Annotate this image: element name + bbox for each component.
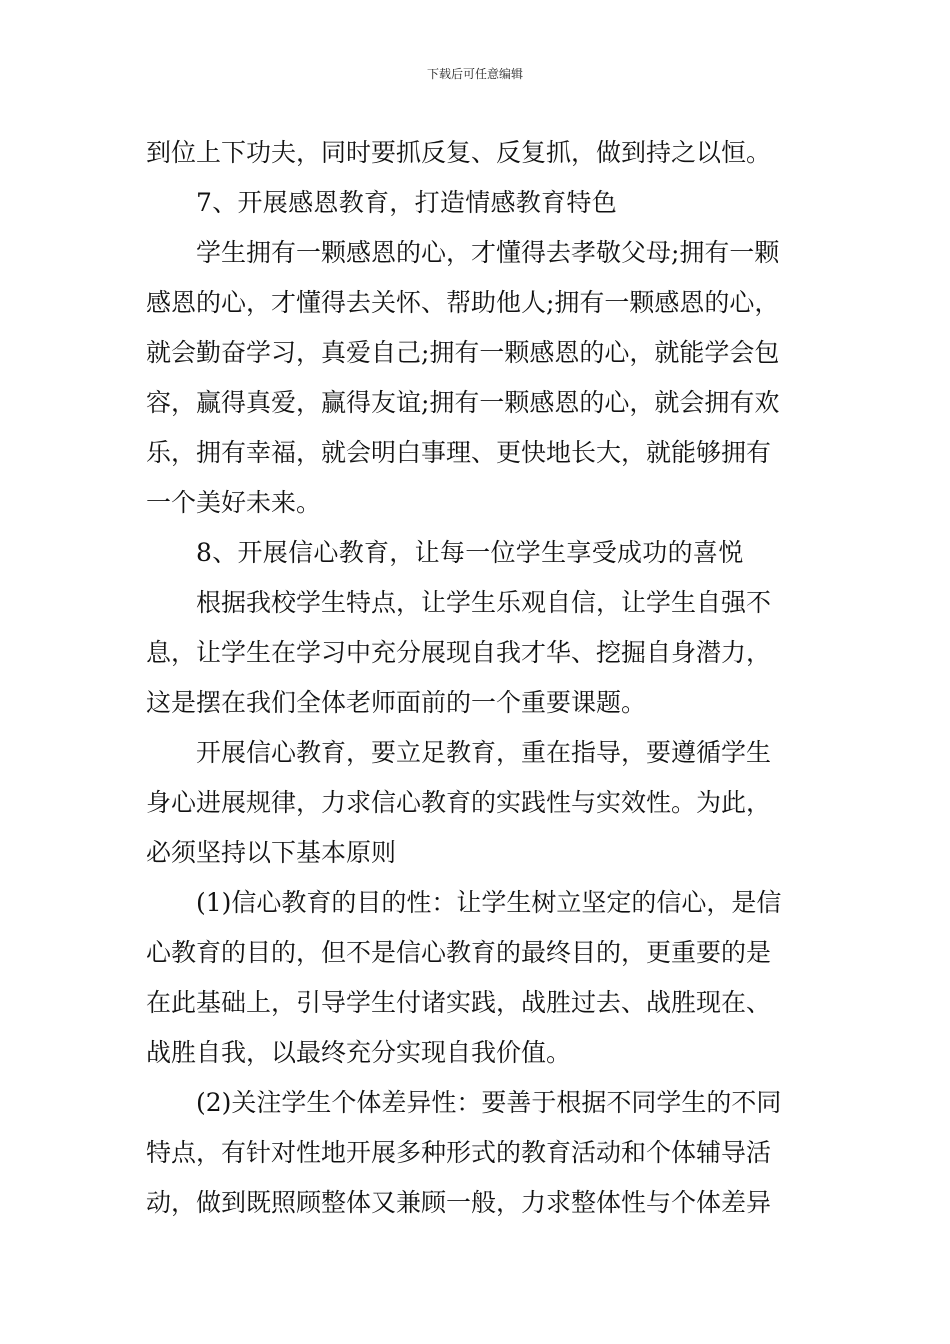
- text-line: 就会勤奋学习，真爱自己;拥有一颗感恩的心，就能学会包: [146, 338, 780, 367]
- text-line: 息，让学生在学习中充分展现自我才华、挖掘自身潜力，: [146, 638, 772, 667]
- text-line: 容，赢得真爱，赢得友谊;拥有一颗感恩的心，就会拥有欢: [146, 388, 780, 417]
- text-line: 心教育的目的，但不是信心教育的最终目的，更重要的是: [146, 938, 772, 967]
- text-line: 动，做到既照顾整体又兼顾一般，力求整体性与个体差异: [146, 1188, 772, 1217]
- principle-2-line: (2)关注学生个体差异性：要善于根据不同学生的不同: [196, 1088, 782, 1117]
- document-body: [146, 128, 811, 1228]
- text-line: 学生拥有一颗感恩的心，才懂得去孝敬父母;拥有一颗: [196, 238, 780, 267]
- section-heading-8: 8、开展信心教育，让每一位学生享受成功的喜悦: [196, 538, 744, 567]
- principle-1-line: (1)信心教育的目的性：让学生树立坚定的信心，是信: [196, 888, 782, 917]
- text-line: 身心进展规律，力求信心教育的实践性与实效性。为此，: [146, 788, 772, 817]
- text-line: 根据我校学生特点，让学生乐观自信，让学生自强不: [196, 588, 772, 617]
- text-line: 乐，拥有幸福，就会明白事理、更快地长大，就能够拥有: [146, 438, 772, 467]
- text-line: 感恩的心，才懂得去关怀、帮助他人;拥有一颗感恩的心，: [146, 288, 780, 317]
- text-line: 一个美好未来。: [146, 488, 322, 517]
- text-line: 在此基础上，引导学生付诸实践，战胜过去、战胜现在、: [146, 988, 772, 1017]
- section-heading-7: 7、开展感恩教育，打造情感教育特色: [196, 188, 618, 217]
- text-line: 开展信心教育，要立足教育，重在指导，要遵循学生: [196, 738, 772, 767]
- text-line: 这是摆在我们全体老师面前的一个重要课题。: [146, 688, 647, 717]
- text-line: 战胜自我，以最终充分实现自我价值。: [146, 1038, 572, 1067]
- page-header-note: 下载后可任意编辑: [426, 67, 523, 81]
- text-line: 必须坚持以下基本原则: [146, 838, 397, 867]
- text-line: 到位上下功夫，同时要抓反复、反复抓，做到持之以恒。: [146, 138, 772, 167]
- text-line: 特点，有针对性地开展多种形式的教育活动和个体辅导活: [146, 1138, 772, 1167]
